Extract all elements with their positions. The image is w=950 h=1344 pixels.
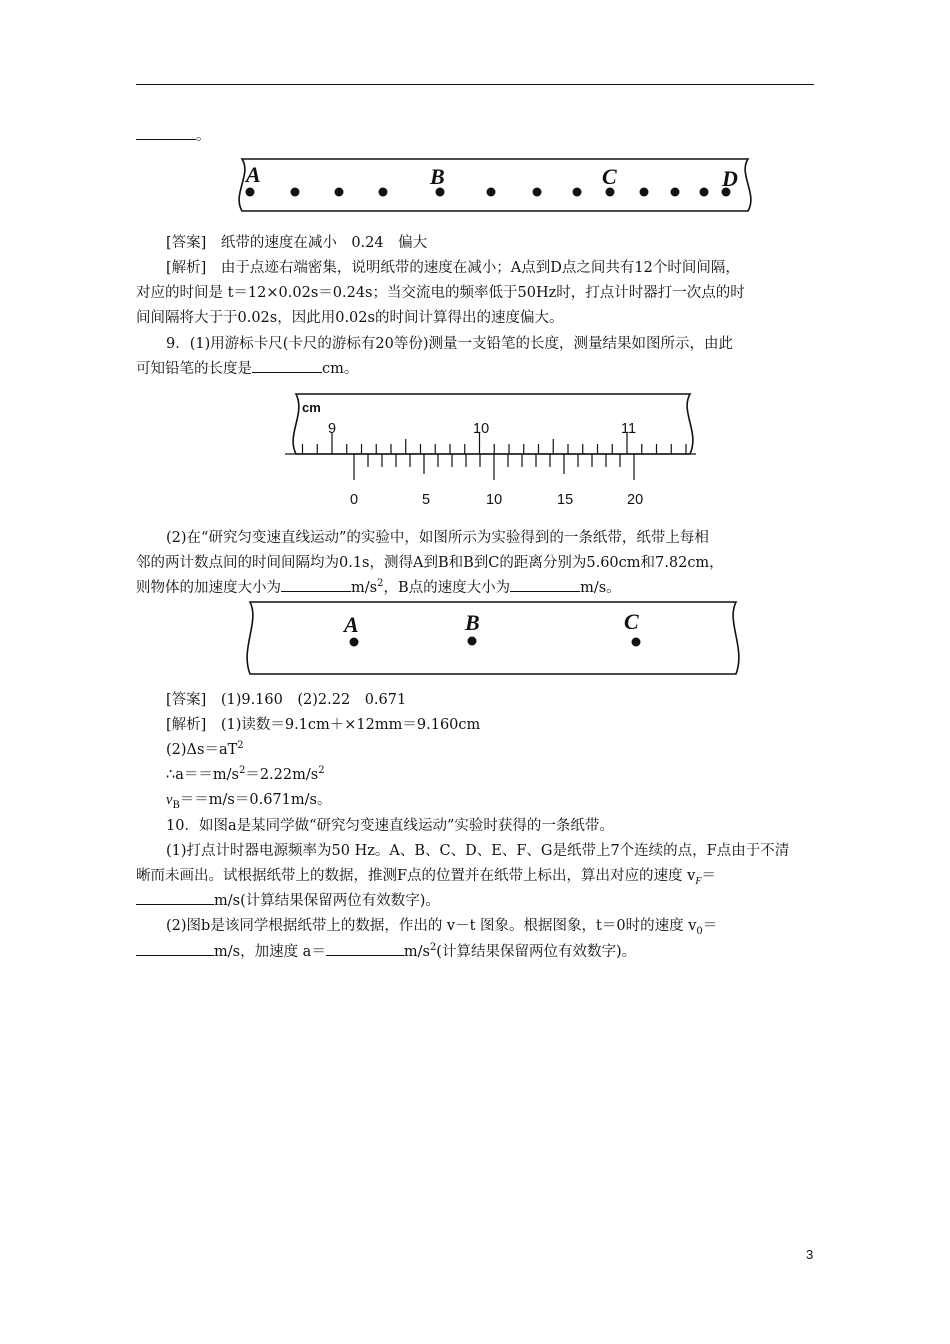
- question-9b-line-3: 则物体的加速度大小为 $m/s^2$，B点的速度大小为 m/s。: [136, 578, 621, 596]
- answer-9: [答案] (1)9.160 (2)2.22 0.671: [166, 692, 407, 708]
- dot: [573, 188, 582, 197]
- label-c: C: [602, 164, 617, 189]
- dot: [335, 188, 344, 197]
- main-scale-11: 11: [621, 421, 637, 437]
- answer-blank: [281, 578, 351, 592]
- question-9b-line-1: (2)在“研究匀变速直线运动”的实验中，如图所示为实验得到的一条纸带，纸带上每相: [166, 530, 709, 546]
- header-rule: [136, 84, 814, 85]
- answer-blank: [136, 942, 214, 956]
- label-b: B: [465, 610, 480, 635]
- question-9-line-2: 可知铅笔的长度是 cm。: [136, 361, 359, 377]
- question-10-line-2: (1)打点计时器电源频率为50 Hz。A、B、C、D、E、F、G是纸带上7个连续的点，F点由于不清: [166, 843, 790, 859]
- page-number: 3: [806, 1247, 814, 1262]
- question-10-line-5: (2)图b是该同学根据纸带上的数据，作出的 v－t 图象。根据图象，t＝0时的速度 $v_0=$: [166, 918, 718, 937]
- answer-blank: [510, 578, 580, 592]
- label-a: A: [344, 612, 359, 637]
- question-9-line-1: 9．(1)用游标卡尺(卡尺的游标有20等份)测量一支铅笔的长度，测量结果如图所示，由此: [166, 336, 734, 352]
- answer-blank: [326, 942, 404, 956]
- vernier-20: 20: [627, 492, 644, 508]
- blank-line: 。: [136, 126, 211, 146]
- label-b: B: [430, 164, 445, 189]
- dot: [700, 188, 709, 197]
- question-10-line-4: m/s(计算结果保留两位有效数字)。: [136, 891, 440, 911]
- dot: [632, 638, 641, 647]
- tape-figure-1: [228, 154, 758, 216]
- analysis-8-line-2: 对应的时间是 t＝12×0.02s＝0.24s；当交流电的频率低于50Hz时，打点计时器打一次点的时: [136, 285, 745, 301]
- unit-label: cm: [302, 400, 321, 415]
- vernier-5: 5: [422, 492, 431, 508]
- tape-figure-2: [238, 598, 742, 678]
- dot: [468, 637, 477, 646]
- main-scale-10: 10: [473, 421, 490, 437]
- vernier-scale-ticks: [354, 454, 634, 480]
- answer-blank: [252, 359, 322, 373]
- dot: [291, 188, 300, 197]
- analysis-8-line-1: [解析] 由于点迹右端密集，说明纸带的速度在减小；A点到D点之间共有12个时间间隔，: [166, 260, 740, 276]
- analysis-9-line-2: $(2)\Delta s=aT^2$: [166, 740, 244, 758]
- answer-blank: [136, 891, 214, 905]
- dot: [379, 188, 388, 197]
- question-10-line-1: 10．如图a是某同学做“研究匀变速直线运动”实验时获得的一条纸带。: [166, 818, 614, 834]
- analysis-9-line-1: [解析] (1)读数＝9.1cm＋×12mm＝9.160cm: [166, 717, 481, 733]
- analysis-9-line-3: $\therefore a==m/s^2=2.22m/s^2$: [166, 765, 325, 783]
- dot: [671, 188, 680, 197]
- dot: [640, 188, 649, 197]
- question-10-line-6: m/s，加速度 $a= m/s^2$(计算结果保留两位有效数字)。: [136, 942, 636, 962]
- vernier-15: 15: [557, 492, 574, 508]
- label-a: A: [246, 162, 261, 187]
- analysis-9-line-4: $v_B==m/s=0.671m/s$。: [166, 792, 332, 811]
- dot: [533, 188, 542, 197]
- answer-blank: [136, 126, 196, 140]
- main-scale-9: 9: [328, 421, 337, 437]
- dot: [487, 188, 496, 197]
- label-d: D: [722, 166, 738, 191]
- answer-8: [答案] 纸带的速度在减小 0.24 偏大: [166, 235, 428, 251]
- vernier-10: 10: [486, 492, 503, 508]
- vernier-0: 0: [350, 492, 359, 508]
- dot: [246, 188, 255, 197]
- question-9b-line-2: 邻的两计数点间的时间间隔均为0.1s，测得A到B和B到C的距离分别为5.60cm和7.82cm，: [136, 555, 724, 571]
- analysis-8-line-3: 间间隔将大于于0.02s，因此用0.02s的时间计算得出的速度偏大。: [136, 310, 564, 326]
- question-10-line-3: 晰而未画出。试根据纸带上的数据，推测F点的位置并在纸带上标出，算出对应的速度 $v_F=$: [136, 868, 716, 887]
- label-c: C: [624, 609, 639, 634]
- vernier-caliper-figure: [282, 390, 702, 512]
- dot: [350, 638, 359, 647]
